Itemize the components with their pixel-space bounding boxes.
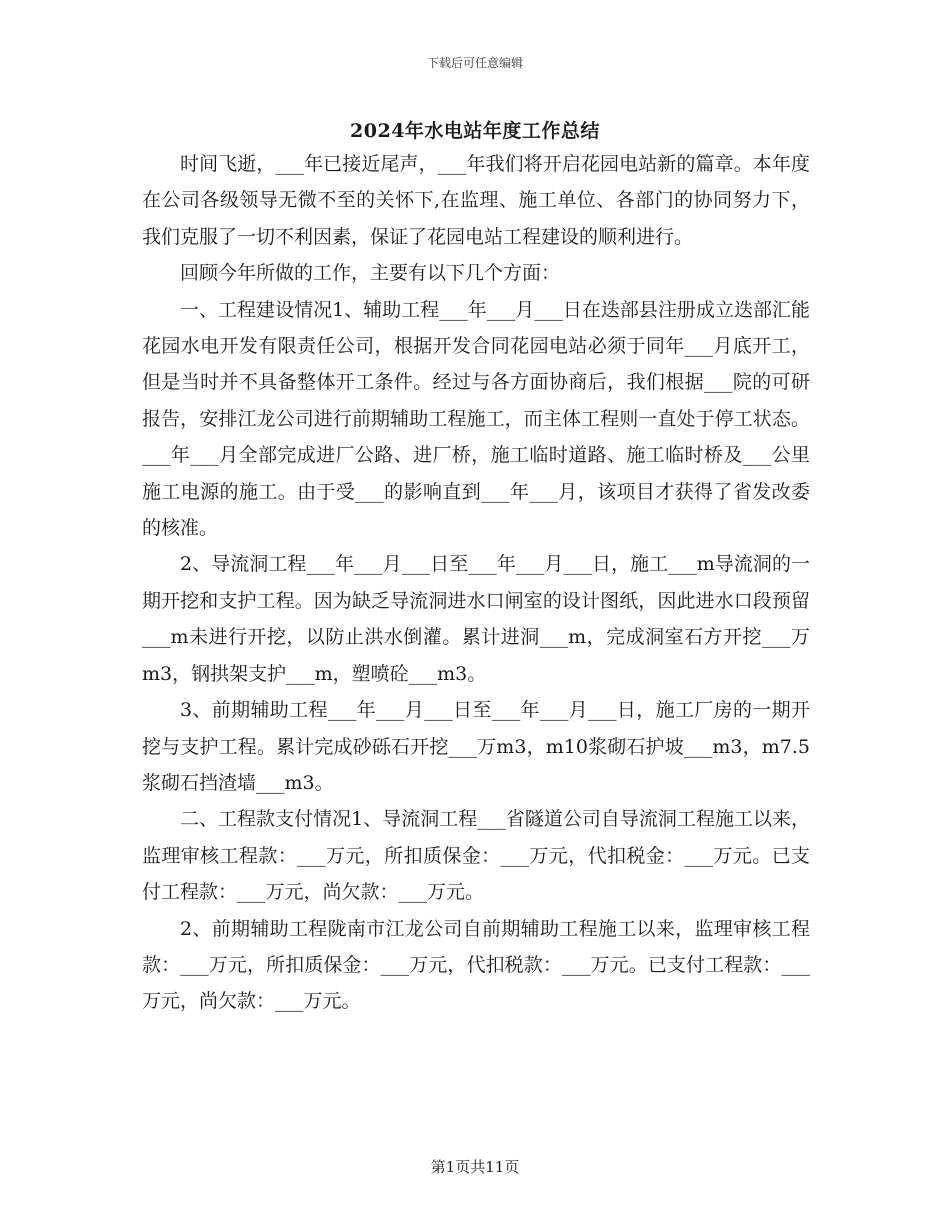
paragraph-early-auxiliary: 3、前期辅助工程___年___月___日至___年___月___日，施工厂房的一期开挖与支护工程。累计完成砂砾石开挖___万m3，m10浆砌石护坡___m3，m7.5浆砌石挡渣墙___m3。: [142, 699, 810, 794]
page-footer: 第1页共11页: [430, 1158, 520, 1176]
document-title: 2024年水电站年度工作总结: [350, 120, 600, 142]
paragraph-payment-tunnel: 二、工程款支付情况1、导流洞工程___省隧道公司自导流洞工程施工以来，监理审核工程款：___万元，所扣质保金：___万元，代扣税金：___万元。已支付工程款：___万元，尚欠款：___万元。: [142, 808, 810, 904]
header-note: 下载后可任意编辑: [426, 56, 523, 70]
paragraph-payment-auxiliary: 2、前期辅助工程陇南市江龙公司自前期辅助工程施工以来，监理审核工程款：___万元，所扣质保金：___万元，代扣税款：___万元。已支付工程款：___万元，尚欠款：___万元。: [142, 917, 810, 1013]
paragraph-review: 回顾今年所做的工作，主要有以下几个方面：: [180, 262, 561, 285]
paragraph-construction-auxiliary: 一、工程建设情况1、辅助工程___年___月___日在迭部县注册成立迭部汇能花园水电开发有限责任公司，根据开发合同花园电站必须于同年___月底开工，但是当时并不具备整体开工条件。经过与各方面协商后，我们根据___院的可研报告，安排江龙公司进行前期辅助工程施工，而主体工程则一直处于停工状态。___年___月全部完成进厂公路、进厂桥，施工临时道路、施工临时桥及___公里施工电源的施工。由于受___的影响直到___年___月，该项目才获得了省发改委的核准。: [142, 298, 810, 540]
paragraph-diversion-tunnel: 2、导流洞工程___年___月___日至___年___月___日，施工___m导流洞的一期开挖和支护工程。因为缺乏导流洞进水口闸室的设计图纸，因此进水口段预留___m未进行开挖，以防止洪水倒灌。累计进洞___m，完成洞室石方开挖___万m3，钢拱架支护___m，塑喷砼___m3。: [142, 553, 810, 685]
document-body: [142, 146, 810, 1020]
paragraph-intro: 时间飞逝，___年已接近尾声，___年我们将开启花园电站新的篇章。本年度在公司各级领导无微不至的关怀下,在监理、施工单位、各部门的协同努力下，我们克服了一切不利因素，保证了花园电站工程建设的顺利进行。: [142, 153, 810, 248]
